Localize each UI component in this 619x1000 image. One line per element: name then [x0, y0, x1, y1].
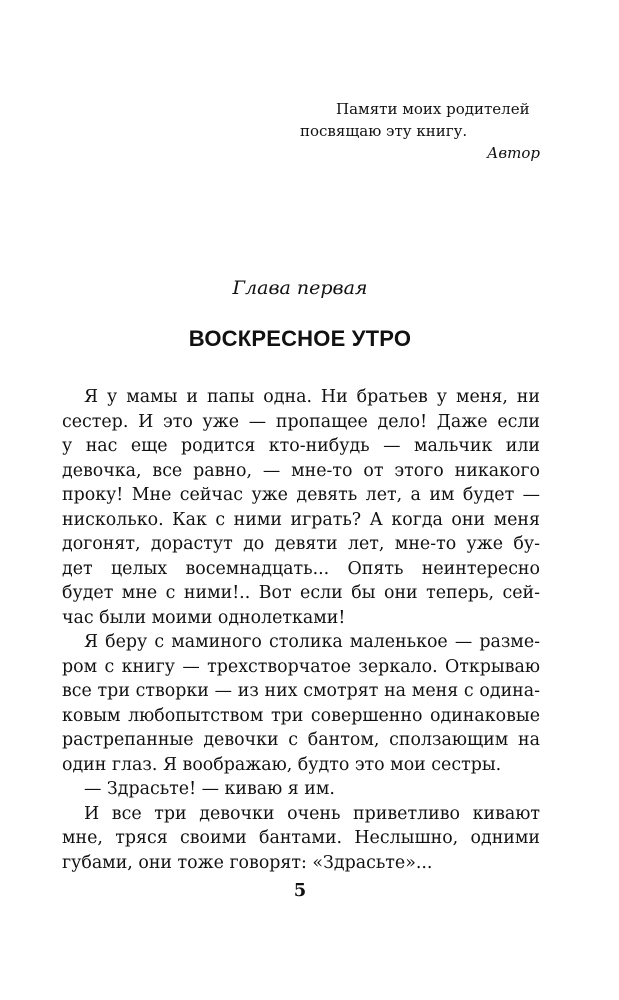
- text-line: дет целых восемнадцать... Опять неинтересно: [62, 558, 540, 579]
- text-line: ковым любопытством три совершенно одинаковые: [62, 705, 540, 726]
- text-line: девочка, все равно, — мне-то от этого никакого: [62, 460, 540, 481]
- text-line: Я беру с маминого столика маленькое — разме-: [84, 632, 540, 652]
- page-number: 5: [293, 880, 307, 901]
- text-line: сестер. И это уже — пропащее дело! Даже если: [62, 411, 540, 432]
- text-line: — Здрасьте! — киваю я им.: [84, 779, 335, 799]
- text-line: у нас еще родится кто-нибудь — мальчик или: [62, 436, 540, 456]
- epigraph: [290, 98, 550, 164]
- text-line: проку! Мне сейчас уже девять лет, а им будет —: [62, 485, 540, 505]
- chapter-label: Глава первая: [232, 277, 368, 299]
- text-line: И все три девочки очень приветливо кивают: [84, 803, 540, 824]
- epigraph-line-1: Памяти моих родителей: [336, 100, 530, 118]
- text-line: губами, они тоже говорят: «Здрасьте»...: [62, 852, 433, 873]
- text-line: мне, тряся своими бантами. Неслышно, одними: [62, 828, 540, 848]
- text-line: растрепанные девочки с бантом, сползающим на: [62, 730, 540, 750]
- text-line: будет мне с ними!.. Вот если бы они теперь, сей-: [62, 583, 540, 603]
- body-text: [62, 385, 540, 875]
- text-line: ром с книгу — трехстворчатое зеркало. Открываю: [62, 656, 540, 677]
- epigraph-author: Автор: [487, 144, 540, 162]
- text-line: все три створки — из них смотрят на меня с одина-: [62, 681, 540, 701]
- text-line: один глаз. Я воображаю, будто это мои сестры.: [62, 754, 502, 775]
- text-line: Я у мамы и папы одна. Ни братьев у меня, ни: [84, 387, 540, 407]
- text-line: нисколько. Как с ними играть? А когда они меня: [62, 509, 540, 530]
- text-line: догонят, дорастут до девяти лет, мне-то уже бу-: [62, 534, 540, 554]
- chapter-title: ВОСКРЕСНОЕ УТРО: [188, 326, 412, 351]
- text-line: час были моими однолетками!: [62, 607, 346, 628]
- epigraph-line-2: посвящаю эту книгу.: [300, 122, 468, 140]
